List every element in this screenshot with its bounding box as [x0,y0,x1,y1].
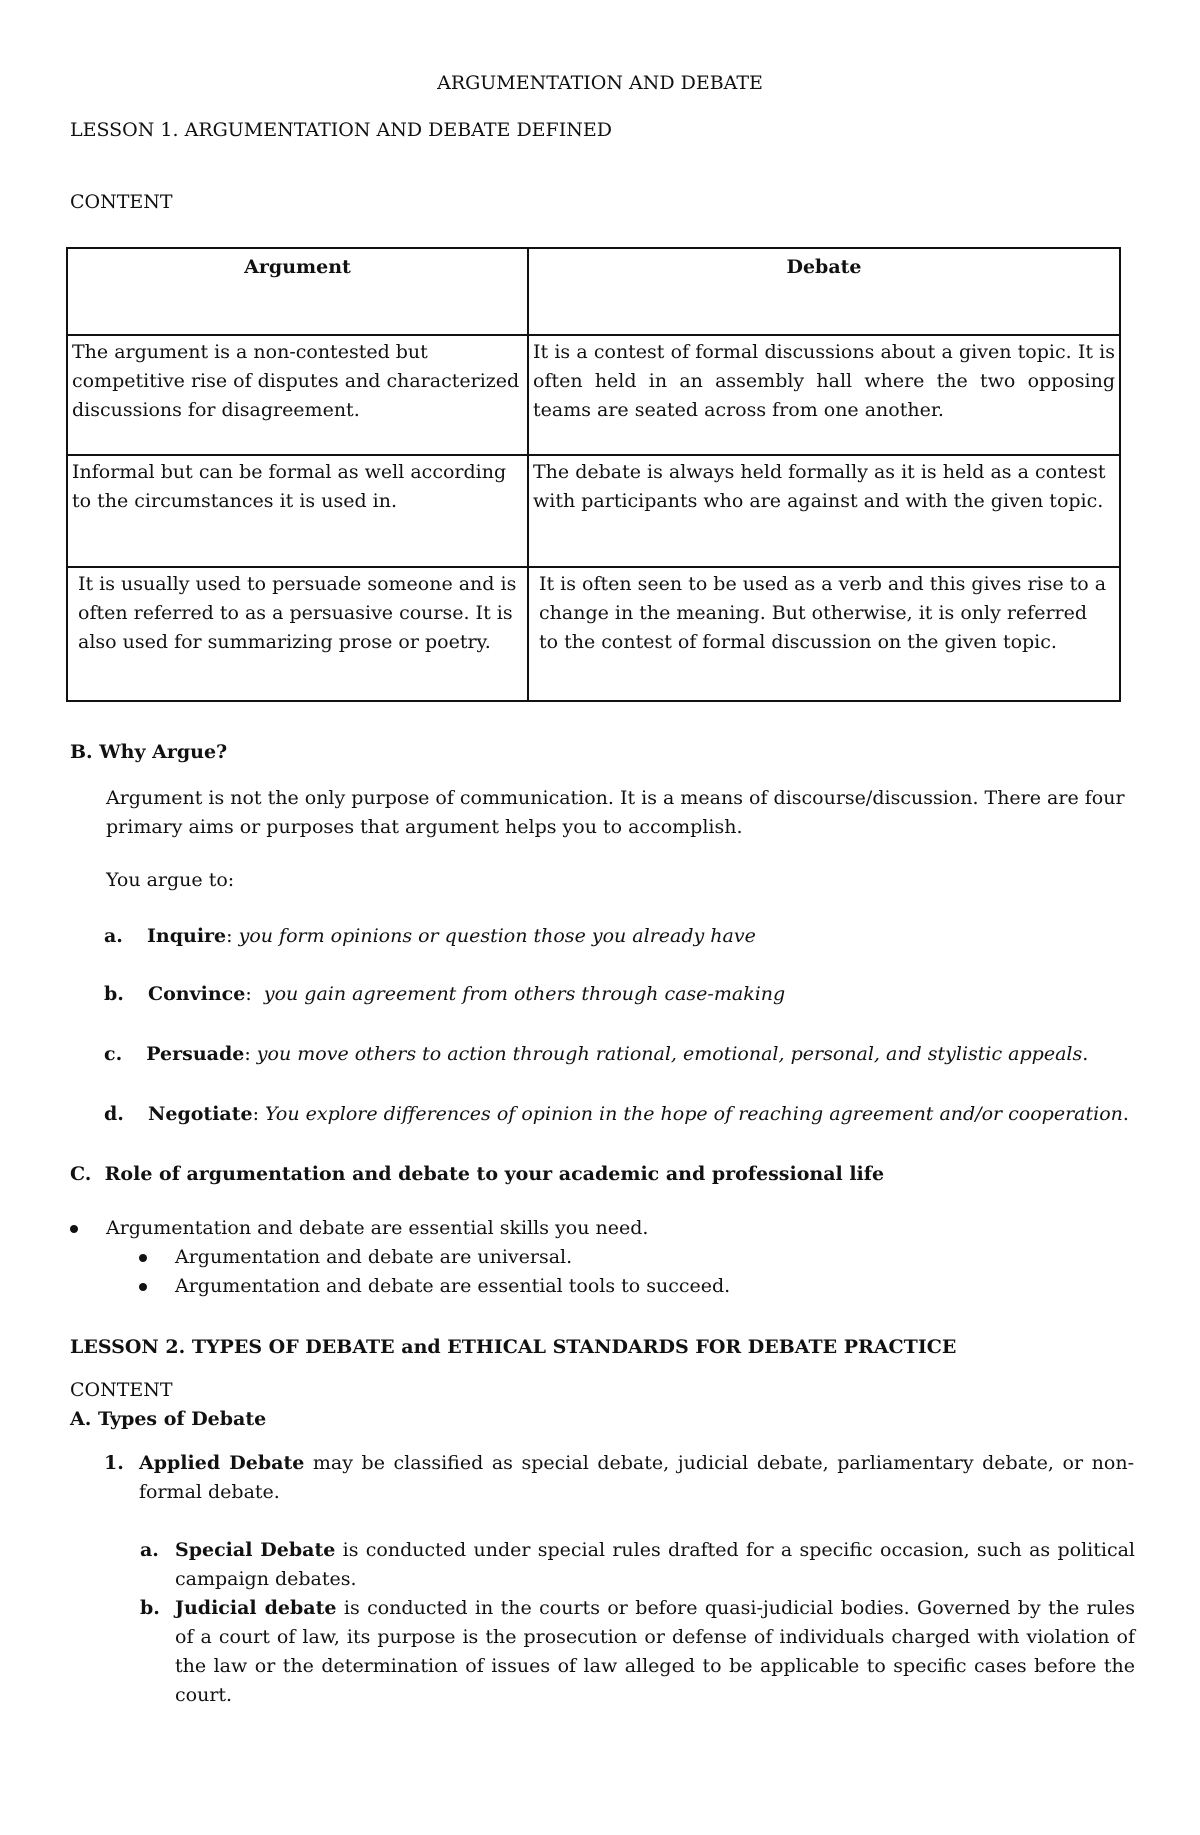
aim-end: . [1082,1043,1089,1065]
table-cell: Informal but can be formal as well according to the circumstances it is used in. [67,455,528,567]
aim-term: Persuade [146,1043,245,1065]
table-cell: It is often seen to be used as a verb and this gives rise to a change in the meaning. But otherwise, it is only referred to the contest of formal discussion on the given topic. [528,567,1120,701]
aim-term: Inquire [147,925,227,947]
table-row [67,335,1120,455]
aim-item-persuade [104,1040,1088,1069]
aim-marker: b. [104,983,124,1005]
aim-sep: : [245,983,252,1005]
aim-item-convince [104,980,785,1009]
subtype-term: Judicial debate [175,1597,337,1619]
role-sub-bullet: Argumentation and debate are essential tools to succeed. [175,1275,731,1297]
table-cell: It is usually used to persuade someone and is often referred to as a persuasive course. It is also used for summarizing prose or poetry. [67,567,528,701]
aim-end: . [1122,1103,1129,1125]
role-heading: C. Role of argumentation and debate to your academic and professional life [70,1163,885,1185]
judicial-debate-item [175,1594,1135,1710]
table-header-row [67,248,1120,335]
comparison-table [66,247,1121,702]
applied-marker [104,1449,124,1478]
aim-marker: a. [104,925,123,947]
bullet-dot-icon [70,1225,78,1233]
table-cell: The debate is always held formally as it is held as a contest with participants who are against and with the given topic. [528,455,1120,567]
subtype-desc: is conducted under special rules drafted for a specific occasion, such as political campaign debates. [175,1539,1135,1590]
why-argue-heading: B. Why Argue? [70,741,228,763]
table-row [67,455,1120,567]
subtype-marker: a. [140,1539,159,1561]
aim-sep: : [252,1103,259,1125]
aim-marker: d. [104,1103,124,1125]
subtype-desc: is conducted in the courts or before quasi-judicial bodies. Governed by the rules of a court of law, its purpose is the prosecution or defense of individuals charged with violation of the law or the determination of issues of law alleged to be applicable to specific cases before the court. [175,1597,1135,1706]
column-header-debate: Debate [528,248,1120,335]
lesson1-heading: LESSON 1. ARGUMENTATION AND DEBATE DEFINED [70,119,612,141]
aim-marker: c. [104,1043,123,1065]
aim-sep: : [244,1043,251,1065]
aim-desc: you gain agreement from others through case-making [251,983,786,1005]
aim-item-inquire [104,922,756,951]
subtype-marker: b. [140,1597,160,1619]
lesson2-heading: LESSON 2. TYPES OF DEBATE and ETHICAL STANDARDS FOR DEBATE PRACTICE [70,1336,957,1358]
lesson2-content-label: CONTENT [70,1379,173,1401]
table-cell: It is a contest of formal discussions about a given topic. It is often held in an assembly hall where the two opposing teams are seated across from one another. [528,335,1120,455]
bullet-dot-icon [139,1254,147,1262]
table-row [67,567,1120,701]
document-title: ARGUMENTATION AND DEBATE [437,72,763,94]
applied-number: 1. [104,1452,124,1474]
role-sub-bullet: Argumentation and debate are universal. [175,1246,573,1268]
applied-term: Applied Debate [139,1452,305,1474]
subtype-term: Special Debate [175,1539,336,1561]
applied-debate-item [139,1449,1134,1507]
aim-item-negotiate [104,1100,1129,1129]
aim-desc: you form opinions or question those you already have [232,925,756,947]
aim-desc: you move others to action through rational, emotional, personal, and stylistic appeals [250,1043,1083,1065]
lesson1-content-label: CONTENT [70,191,173,213]
special-debate-item [175,1536,1135,1594]
bullet-dot-icon [139,1283,147,1291]
types-heading: A. Types of Debate [70,1408,267,1430]
table-cell: The argument is a non-contested but competitive rise of disputes and characterized discussions for disagreement. [67,335,528,455]
you-argue-to: You argue to: [106,869,235,891]
aim-desc: You explore differences of opinion in the hope of reaching agreement and/or cooperation [259,1103,1123,1125]
aim-term: Convince [148,983,246,1005]
column-header-argument: Argument [67,248,528,335]
role-bullet: Argumentation and debate are essential skills you need. [106,1217,649,1239]
applied-desc: may be classified as special debate, judicial debate, parliamentary debate, or non-formal debate. [139,1452,1134,1503]
why-argue-intro: Argument is not the only purpose of communication. It is a means of discourse/discussion. There are four primary aims or purposes that argument helps you to accomplish. [106,787,1125,838]
aim-term: Negotiate [148,1103,253,1125]
aim-sep: : [226,925,233,947]
